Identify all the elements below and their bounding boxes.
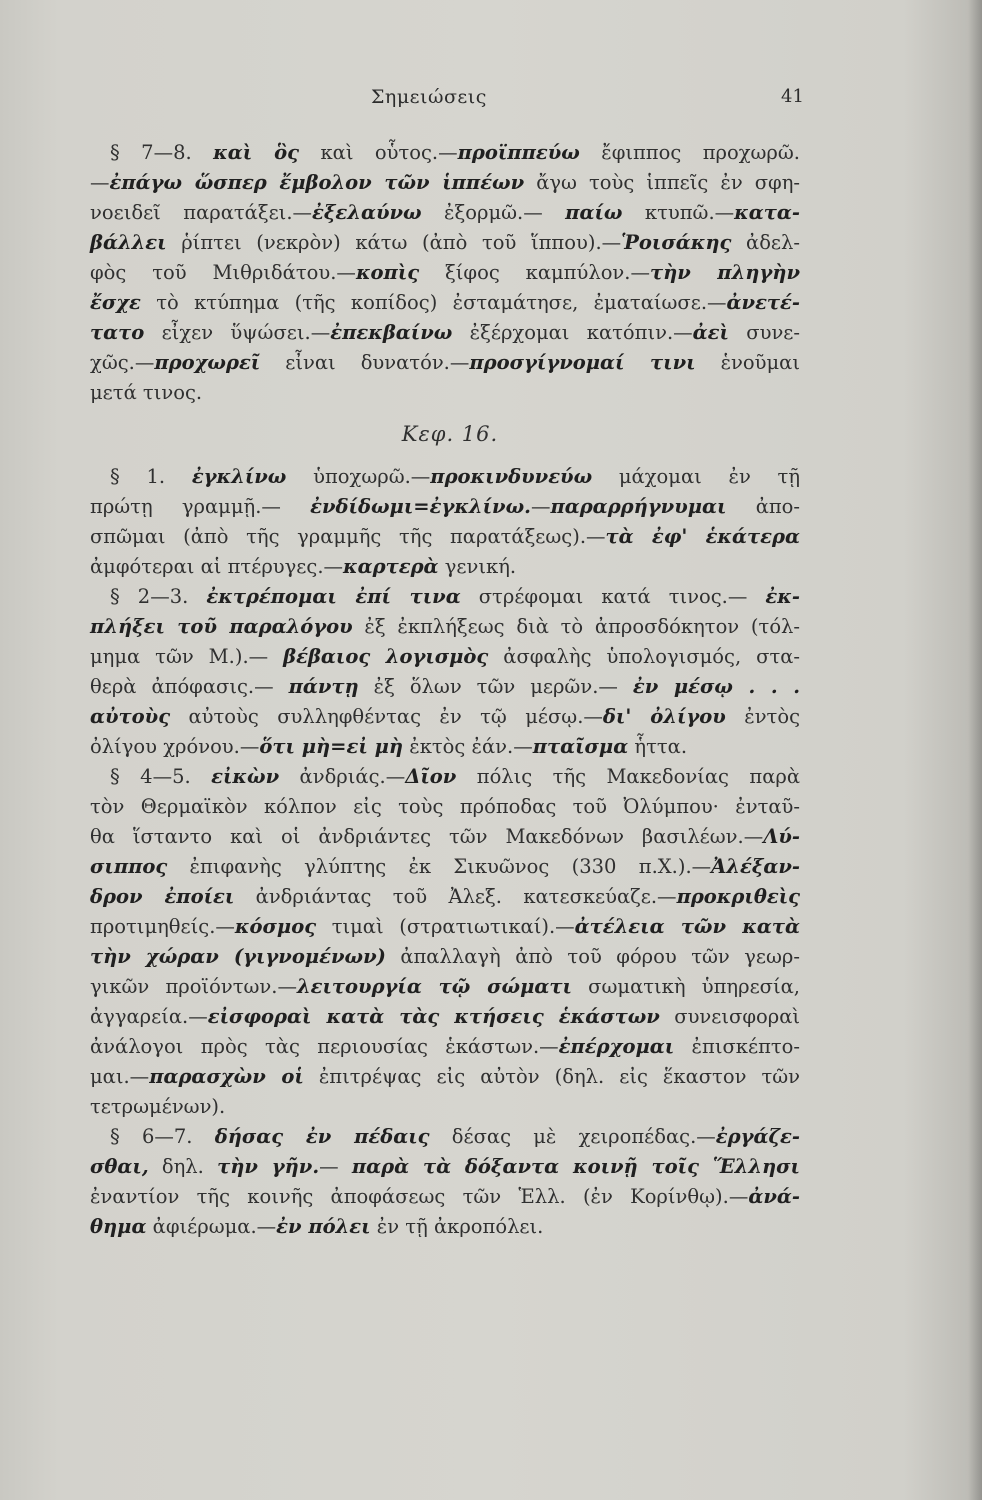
gloss-text: ἀγγαρεία.— [90, 1005, 208, 1028]
gloss-text: ἀνδριάντας τοῦ Ἀλεξ. κατεσκεύαζε.— [234, 885, 677, 908]
gloss-text: ἐξορμῶ.— [421, 201, 566, 224]
gloss-text: ἐξ ἐκπλήξεως διὰ τὸ ἀπροσδόκητον (τόλ- [352, 615, 801, 638]
lemma: πταῖσμα [532, 735, 629, 758]
gloss-text: ἀμφότεραι αἱ πτέρυγες.— [90, 555, 344, 578]
lemma: λειτουργία τῷ σώματι [296, 975, 572, 998]
gloss-text: χῶς.— [90, 351, 155, 374]
lemma: τὰ ἐφ' ἑκάτερα [605, 525, 800, 548]
gloss-text: δέσας μὲ χειροπέδας.— [429, 1125, 716, 1148]
lemma: Ῥοισάκης [621, 231, 732, 254]
text-line [90, 702, 800, 732]
lemma: ἀεὶ [692, 321, 729, 344]
text-line [90, 762, 800, 792]
lemma: προσγίγνομαί τινι [469, 351, 696, 374]
gloss-text: τὸ κτύπημα (τῆς κοπίδος) ἐσταμάτησε, ἐματαίωσε.— [140, 291, 727, 314]
lemma: Λύ- [763, 825, 800, 848]
text-line [90, 612, 800, 642]
text-line [90, 972, 800, 1002]
gloss-text: ἐπιτρέψας εἰς αὐτὸν (δηλ. εἰς ἕκαστον τῶν [303, 1065, 800, 1088]
text-line [90, 138, 800, 168]
text-line [90, 198, 800, 228]
gloss-text: ἔφιππος προχωρῶ. [579, 141, 800, 164]
lemma: τατο [90, 321, 145, 344]
gloss-text: εἶναι δυνατόν.— [260, 351, 470, 374]
gloss-text: πόλις τῆς Μακεδονίας παρὰ [456, 765, 800, 788]
lemma: ἀνά- [748, 1185, 800, 1208]
gloss-text: θα ἵσταντο καὶ οἱ ἀνδριάντες τῶν Μακεδόνων βασιλέων.— [90, 825, 764, 848]
gloss-text: τὸν Θερμαϊκὸν κόλπον εἰς τοὺς πρόποδας τοῦ Ὀλύμπου· ἐνταῦ- [90, 795, 800, 818]
text-line [90, 552, 800, 582]
lemma: σιππος [90, 855, 168, 878]
gloss-text: ἐξ ὅλων τῶν μερῶν.— [358, 675, 633, 698]
lemma: πλήξει τοῦ παραλόγου [90, 615, 353, 638]
text-line [90, 1122, 800, 1152]
text-line [90, 348, 800, 378]
gloss-text: § 4—5. [110, 765, 212, 788]
gloss-text: ἄγω τοὺς ἱππεῖς ἐν σφη- [524, 171, 800, 194]
lemma: παραρρήγνυμαι [550, 495, 727, 518]
gloss-text: ὑποχωρῶ.— [286, 465, 431, 488]
lemma: καρτερὰ [343, 555, 439, 578]
notes-chapter-15-section [90, 138, 800, 408]
lemma: δι' ὀλίγου [602, 705, 726, 728]
gloss-text: ἀνδριάς.— [279, 765, 406, 788]
text-line [90, 462, 800, 492]
notes-body [90, 138, 800, 1242]
lemma: προκινδυνεύω [430, 465, 593, 488]
lemma: προχωρεῖ [154, 351, 261, 374]
text-line [90, 1002, 800, 1032]
notes-chapter-16-section [90, 462, 800, 1242]
text-line [90, 642, 800, 672]
lemma: ἐξελαύνω [312, 201, 422, 224]
gloss-text: ἐπιφανὴς γλύπτης ἐκ Σικυῶνος (330 π.Χ.).— [167, 855, 712, 878]
gloss-text: § 1. [110, 465, 192, 488]
lemma: κόσμος [234, 915, 317, 938]
lemma: τὴν πληγὴν [650, 261, 801, 284]
lemma: τὴν χώραν (γιγνομένων) [90, 945, 386, 968]
lemma: ἐγκλίνω [191, 465, 287, 488]
lemma: ἀνετέ- [726, 291, 800, 314]
gloss-text: ξίφος καμπύλον.— [419, 261, 650, 284]
lemma: δήσας ἐν πέδαις [214, 1125, 430, 1148]
gloss-text: στρέφομαι κατά τινος.— [460, 585, 766, 608]
gloss-text: νοειδεῖ παρατάξει.— [90, 201, 313, 224]
gloss-text: σπῶμαι (ἀπὸ τῆς γραμμῆς τῆς παρατάξεως).— [90, 525, 606, 548]
gloss-text: φὸς τοῦ Μιθριδάτου.— [90, 261, 356, 284]
gloss-text: συνεισφοραὶ [659, 1005, 801, 1028]
text-line [90, 882, 800, 912]
gloss-text: μημα τῶν Μ.).— [90, 645, 284, 668]
lemma: ἐπέρχομαι [558, 1035, 675, 1058]
gloss-text: συνε- [728, 321, 800, 344]
gloss-text: θερὰ ἀπόφασις.— [90, 675, 289, 698]
lemma: ἔσχε [90, 291, 141, 314]
lemma: ἐπεκβαίνω [330, 321, 453, 344]
lemma: ἐκτρέπομαι ἐπί τινα [206, 585, 461, 608]
gloss-text: εἶχεν ὕψώσει.— [144, 321, 331, 344]
gloss-text: κτυπῶ.— [622, 201, 735, 224]
text-line [90, 1092, 800, 1122]
lemma: ἐπάγω ὥσπερ ἔμβολον τῶν ἱππέων [109, 171, 525, 194]
text-line [90, 672, 800, 702]
gloss-text: ἀνάλογοι πρὸς τὰς περιουσίας ἑκάστων.— [90, 1035, 559, 1058]
text-line [90, 732, 800, 762]
gloss-text: ἐκτὸς ἐάν.— [403, 735, 533, 758]
text-line [90, 1062, 800, 1092]
lemma: βάλλει [90, 231, 167, 254]
lemma: Δῖον [405, 765, 457, 788]
page-number: 41 [781, 86, 804, 107]
gloss-text: γενική. [438, 555, 517, 578]
text-line [90, 1152, 800, 1182]
lemma: ἐν μέσῳ . . . [632, 675, 800, 698]
gloss-text: ἀπο- [726, 495, 801, 518]
lemma: αὐτοὺς [90, 705, 171, 728]
gloss-text: § 7—8. [110, 141, 214, 164]
text-line [90, 522, 800, 552]
lemma: προϊππεύω [457, 141, 580, 164]
gloss-text: γικῶν προϊόντων.— [90, 975, 297, 998]
lemma: Ἀλέξαν- [711, 855, 800, 878]
text-line [90, 288, 800, 318]
lemma: κοπὶς [355, 261, 420, 284]
page-header [0, 86, 982, 116]
lemma: πάντῃ [288, 675, 359, 698]
text-line [90, 258, 800, 288]
lemma: ἐνδίδωμι=ἐγκλίνω. [310, 495, 531, 518]
lemma: παρὰ τὰ δόξαντα κοινῇ τοῖς Ἕλλησι [351, 1155, 800, 1178]
gloss-text: δηλ. [148, 1155, 218, 1178]
gloss-text: — [319, 1155, 352, 1178]
lemma: τὴν γῆν. [217, 1155, 320, 1178]
gloss-text: προτιμηθείς.— [90, 915, 235, 938]
gloss-text: αὐτοὺς συλληφθέντας ἐν τῷ μέσῳ.— [170, 705, 603, 728]
lemma: εἰσφοραὶ κατὰ τὰς κτήσεις ἑκάστων [207, 1005, 660, 1028]
gloss-text: μαι.— [90, 1065, 150, 1088]
text-line [90, 942, 800, 972]
text-line [90, 792, 800, 822]
text-line [90, 1182, 800, 1212]
lemma: βέβαιος λογισμὸς [283, 645, 489, 668]
lemma: δρον ἐποίει [90, 885, 235, 908]
gloss-text: ὀλίγου χρόνου.— [90, 735, 260, 758]
gloss-text: ῥίπτει (νεκρὸν) κάτω (ἀπὸ τοῦ ἵππου).— [166, 231, 622, 254]
text-line [90, 1032, 800, 1062]
text-line [90, 318, 800, 348]
gloss-text: ἀφιέρωμα.— [146, 1215, 277, 1238]
lemma: προκριθεὶς [676, 885, 800, 908]
gloss-text: τιμαὶ (στρατιωτικαί).— [316, 915, 575, 938]
gloss-text: ἐντὸς [725, 705, 800, 728]
lemma: σθαι, [90, 1155, 149, 1178]
gloss-text: — [530, 495, 551, 518]
text-line [90, 582, 800, 612]
lemma: ὅτι μὴ=εἰ μὴ [259, 735, 404, 758]
gloss-text: ἐπισκέπτο- [674, 1035, 800, 1058]
gloss-text: ἀπαλλαγὴ ἀπὸ τοῦ φόρου τῶν γεωρ- [385, 945, 800, 968]
lemma: παίω [565, 201, 623, 224]
gloss-text: μετά τινος. [90, 381, 203, 404]
gloss-text: πρώτῃ γραμμῇ.— [90, 495, 311, 518]
gloss-text: καὶ οὗτος.— [299, 141, 458, 164]
gloss-text: τετρωμένων). [90, 1095, 226, 1118]
gloss-text: μάχομαι ἐν τῇ [592, 465, 800, 488]
lemma: εἰκὼν [211, 765, 280, 788]
gloss-text: ἐν τῇ ἀκροπόλει. [370, 1215, 544, 1238]
gloss-text: σωματικὴ ὑπηρεσία, [571, 975, 801, 998]
text-line [90, 1212, 800, 1242]
text-line [90, 228, 800, 258]
gloss-text: ἐξέρχομαι κατόπιν.— [452, 321, 693, 344]
gloss-text: ἀσφαλὴς ὑπολογισμός, στα- [488, 645, 800, 668]
text-line [90, 168, 800, 198]
text-line [90, 378, 800, 408]
gloss-text: ἐναντίον τῆς κοινῆς ἀποφάσεως τῶν Ἑλλ. (ἐν Κορίνθῳ).— [90, 1185, 749, 1208]
text-line [90, 822, 800, 852]
lemma: ἐργάζε- [715, 1125, 800, 1148]
chapter-heading: Κεφ. 16. [401, 422, 499, 446]
gloss-text: — [90, 171, 110, 194]
gloss-text: ἑνοῦμαι [695, 351, 800, 374]
lemma: ἐν πόλει [276, 1215, 371, 1238]
text-line [90, 852, 800, 882]
running-title: Σημειώσεις [371, 86, 487, 108]
lemma: κατα- [734, 201, 800, 224]
lemma: θημα [90, 1215, 147, 1238]
lemma: παρασχὼν οἱ [149, 1065, 304, 1088]
text-line [90, 492, 800, 522]
gloss-text: § 2—3. [110, 585, 207, 608]
gloss-text: § 6—7. [110, 1125, 215, 1148]
gloss-text: ἀδελ- [731, 231, 800, 254]
lemma: καὶ ὃς [213, 141, 300, 164]
text-line [90, 912, 800, 942]
lemma: ἀτέλεια τῶν κατὰ [574, 915, 800, 938]
gloss-text: ἧττα. [628, 735, 688, 758]
lemma: ἐκ- [765, 585, 800, 608]
